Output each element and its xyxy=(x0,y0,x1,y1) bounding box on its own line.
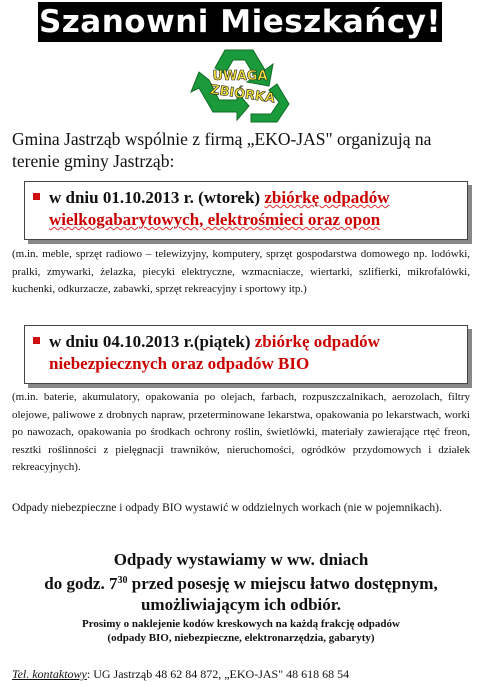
placement-instructions xyxy=(12,549,470,615)
separation-note: Odpady niebezpieczne i odpady BIO wystawić w oddzielnych workach (nie w pojemnikach). xyxy=(12,502,442,514)
page-title: Szanowni Mieszkańcy! xyxy=(38,4,442,40)
collection-1-type-1: zbiórkę odpadów xyxy=(264,188,390,207)
collection-1-line2 xyxy=(33,209,461,231)
contact-info xyxy=(12,666,474,682)
collection-2-type-2: niebezpiecznych oraz odpadów BIO xyxy=(49,354,310,373)
barcode-request xyxy=(12,617,470,645)
collection-2-items: (m.in. baterie, akumulatory, opakowania po olejach, farbach, rozpuszczalnikach, aerozolach, filtry olejowe, paliwowe z drobnych napraw, przeterminowane lekarstwa, opakowania po lekarstwach, worki po nawozach, opakowania po środkach ochrony roślin, świetlówki, materiały zawierające rtęć freon, resztki roślinności z pielęgnacji trawników, nieruchomości, ogródków przydomowych i działek rekreacyjnych). xyxy=(12,391,470,473)
instructions-time-minutes: 30 xyxy=(117,575,128,586)
recycle-icon xyxy=(185,44,295,126)
contact-numbers: : UG Jastrząb 48 62 84 872, „EKO-JAS" 48 618 68 54 xyxy=(86,667,350,681)
collection-1-type-2: wielkogabarytowych, elektrośmieci oraz opon xyxy=(49,210,381,229)
collection-1-line1 xyxy=(33,187,461,209)
bullet-icon xyxy=(33,193,40,200)
instructions-line-2 xyxy=(12,570,470,594)
collection-1-items: (m.in. meble, sprzęt radiowo – telewizyjny, komputery, sprzęt gospodarstwa domowego np. lodówki, pralki, zmywarki, żelazka, piecyki elektryczne, wzmacniacze, wiertarki, szlifierki, mikrofalówki, kuchenki, odkurzacze, zabawki, sprzęt rekreacyjny i sportowy itp.) xyxy=(12,248,470,295)
instructions-time-prefix: do godz. 7 xyxy=(44,574,118,593)
collection-1-box xyxy=(24,181,468,240)
logo-text-2: ZBIÓRKA xyxy=(209,82,276,107)
contact-label: Tel. kontaktowy xyxy=(12,667,87,681)
collection-2-date: w dniu 04.10.2013 r.(piątek) xyxy=(49,332,251,351)
instructions-place: przed posesję w miejscu łatwo dostępnym, xyxy=(127,574,438,593)
request-line-1: Prosimy o naklejenie kodów kreskowych na każdą frakcję odpadów xyxy=(81,618,400,630)
intro-text: Gmina Jastrząb wspólnie z firmą „EKO-JAS" organizują na terenie gminy Jastrząb: xyxy=(12,129,432,171)
instructions-line-1: Odpady wystawiamy w ww. dniach xyxy=(113,550,369,569)
bullet-icon xyxy=(33,337,40,344)
collection-1-date: w dniu 01.10.2013 r. (wtorek) xyxy=(49,188,261,207)
collection-2-box xyxy=(24,325,468,384)
collection-2-line2 xyxy=(33,353,461,375)
request-line-2: (odpady BIO, niebezpieczne, elektronarzędzia, gabaryty) xyxy=(107,632,375,644)
recycling-logo xyxy=(185,44,295,126)
logo-text-1: UWAGA xyxy=(212,69,268,84)
collection-2-line1 xyxy=(33,331,461,353)
collection-2-type-1: zbiórkę odpadów xyxy=(254,332,380,351)
instructions-line-3: umożliwiającym ich odbiór. xyxy=(140,595,342,614)
